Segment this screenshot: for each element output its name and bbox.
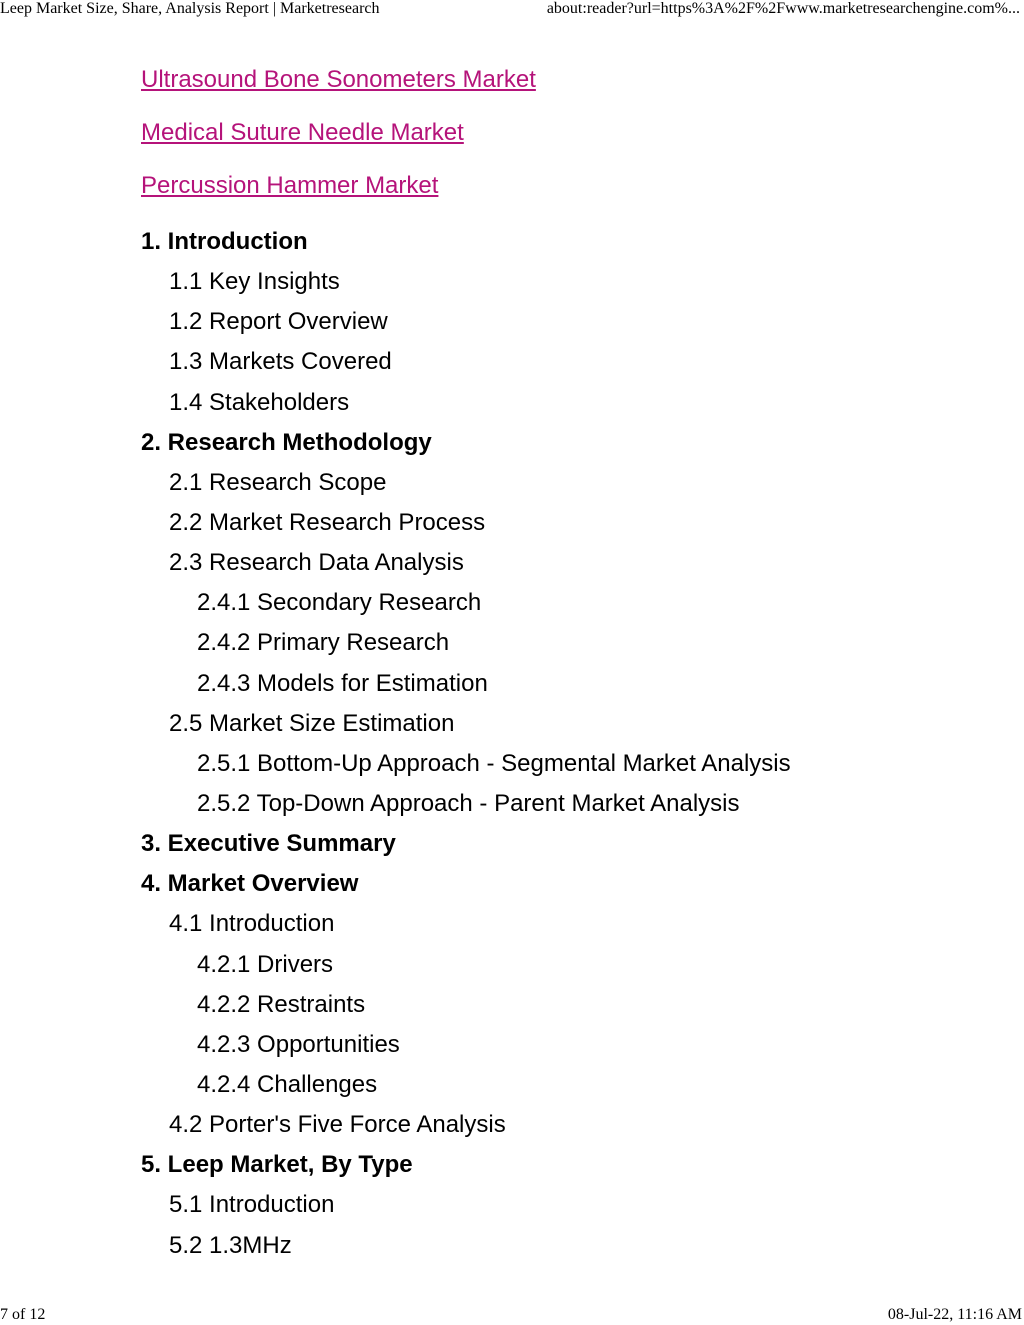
toc-item: 1.1 Key Insights xyxy=(169,268,340,296)
toc-item: 2.3 Research Data Analysis xyxy=(169,549,464,577)
toc-section-heading: 4. Market Overview xyxy=(141,870,359,898)
toc-item: 2.2 Market Research Process xyxy=(169,508,486,536)
toc-item: 2.5.2 Top-Down Approach - Parent Market Analysis xyxy=(197,789,740,817)
toc-section-heading: 2. Research Methodology xyxy=(141,428,432,456)
table-of-contents xyxy=(141,222,791,1266)
print-footer-datetime: 08-Jul-22, 11:16 AM xyxy=(887,1306,1022,1323)
toc-item: 2.1 Research Scope xyxy=(169,468,387,496)
print-header-title: Leep Market Size, Share, Analysis Report | Marketresearch xyxy=(0,0,380,17)
toc-item: 4.2.2 Restraints xyxy=(197,990,366,1018)
related-link-medical-suture-needle[interactable]: Medical Suture Needle Market xyxy=(141,119,464,146)
toc-section-heading: 1. Introduction xyxy=(141,228,308,255)
toc-item: 2.5.1 Bottom-Up Approach - Segmental Market Analysis xyxy=(197,749,791,777)
toc-item: 5.2 1.3MHz xyxy=(169,1231,292,1259)
toc-section-heading: 3. Executive Summary xyxy=(141,830,396,858)
toc-item: 5.1 Introduction xyxy=(169,1191,335,1219)
related-link-ultrasound-bone-sonometers[interactable]: Ultrasound Bone Sonometers Market xyxy=(141,66,536,93)
toc-item: 4.2.3 Opportunities xyxy=(197,1030,400,1058)
toc-item: 2.5 Market Size Estimation xyxy=(169,709,455,737)
toc-item: 2.4.2 Primary Research xyxy=(197,629,450,657)
toc-item: 4.2 Porter's Five Force Analysis xyxy=(169,1111,506,1139)
toc-item: 2.4.1 Secondary Research xyxy=(197,589,482,617)
related-link-percussion-hammer[interactable]: Percussion Hammer Market xyxy=(141,172,439,199)
toc-item: 4.1 Introduction xyxy=(169,910,335,938)
toc-item: 1.4 Stakeholders xyxy=(169,388,350,416)
print-header-url: about:reader?url=https%3A%2F%2Fwww.marketresearchengine.com%... xyxy=(546,0,1020,17)
toc-section-heading: 5. Leep Market, By Type xyxy=(141,1151,413,1179)
toc-item: 4.2.4 Challenges xyxy=(197,1070,378,1098)
toc-item: 4.2.1 Drivers xyxy=(197,950,334,978)
print-footer-page: 7 of 12 xyxy=(0,1306,46,1323)
toc-item: 1.2 Report Overview xyxy=(169,308,388,336)
toc-item: 2.4.3 Models for Estimation xyxy=(197,669,488,697)
toc-item: 1.3 Markets Covered xyxy=(169,348,392,376)
